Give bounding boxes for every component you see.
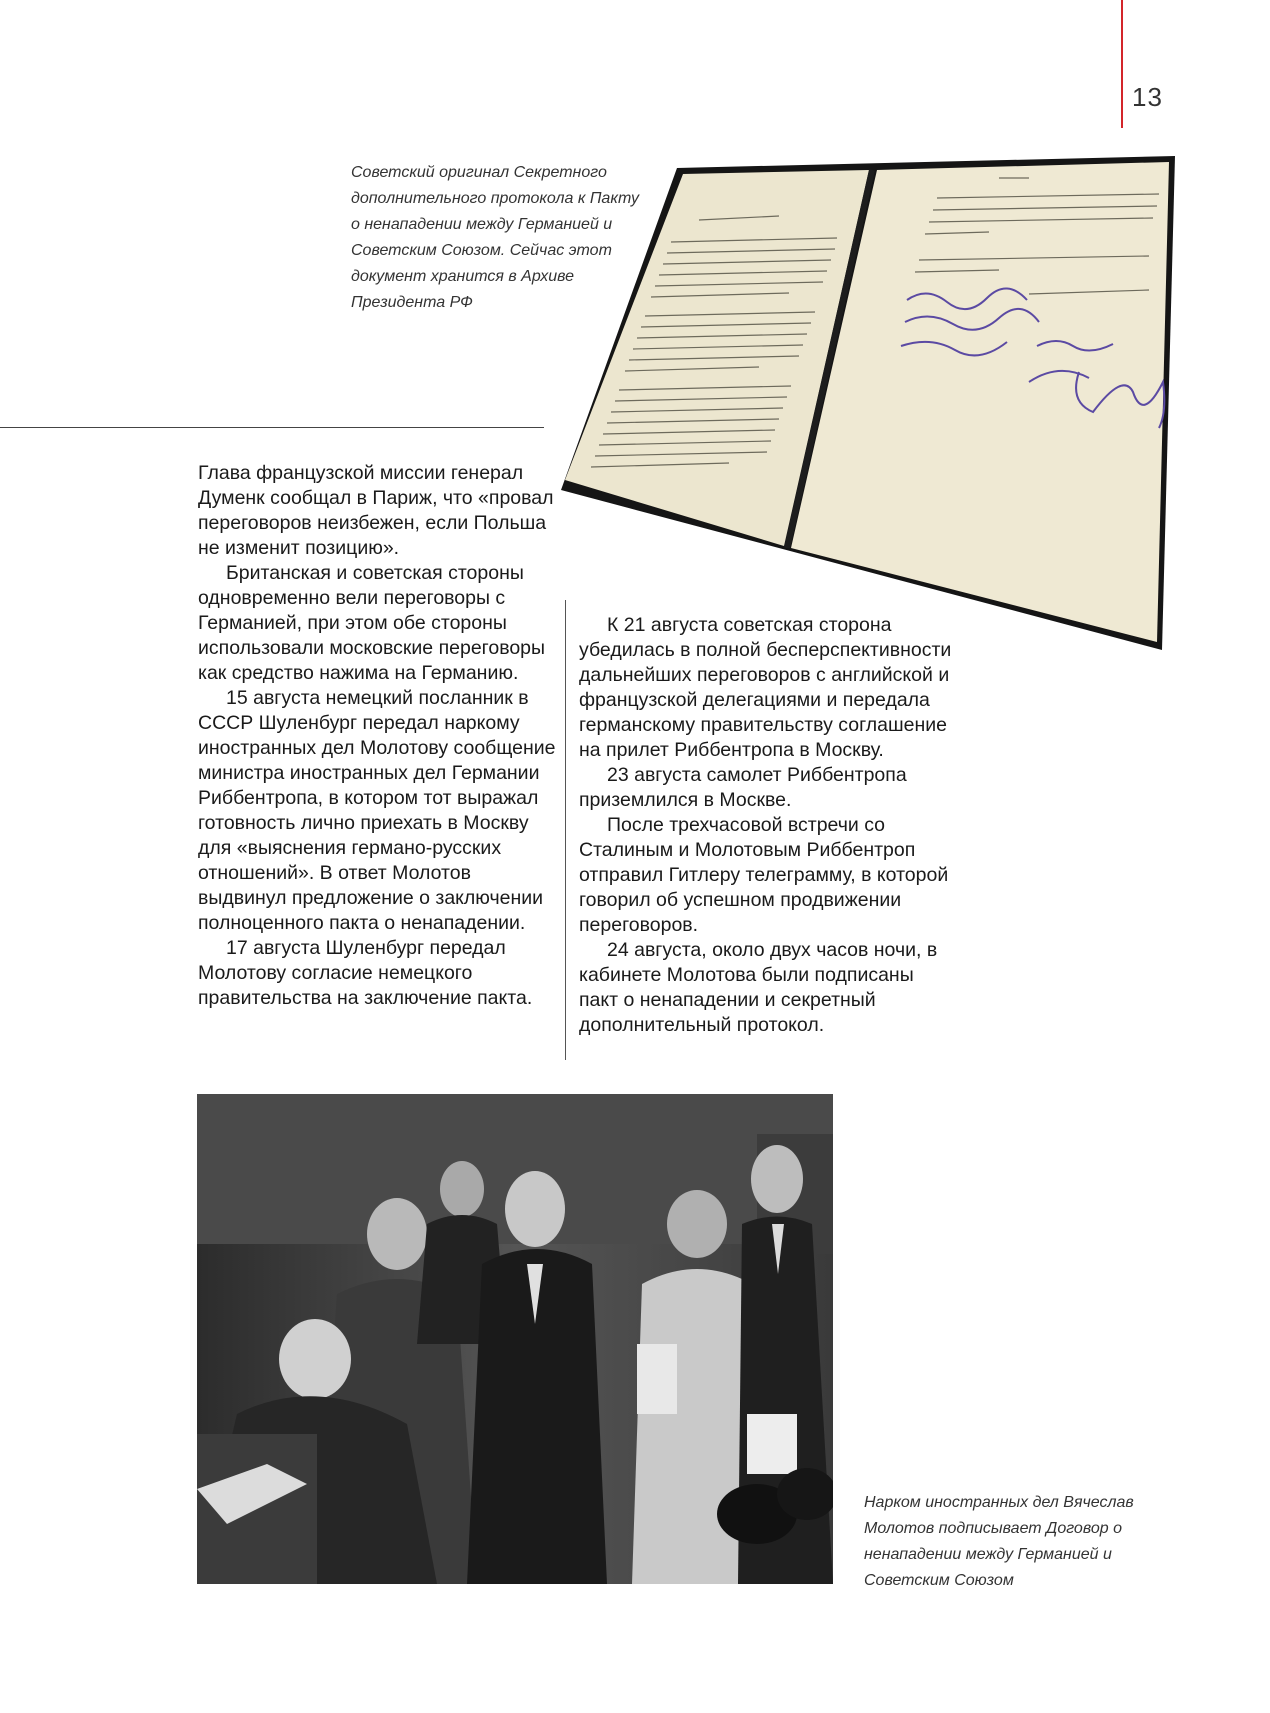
text-column-right — [579, 613, 954, 1038]
section-divider — [0, 427, 544, 428]
photo-caption: Нарком иностранных дел Вячеслав Молотов подписывает Договор о ненападении между Германией и Советским Союзом — [864, 1494, 1134, 1589]
paragraph: 24 августа, около двух часов ночи, в кабинете Молотова были подписаны пакт о ненападении и секретный дополнительный протокол. — [579, 939, 938, 1036]
paragraph: Британская и советская стороны одновременно вели переговоры с Германией, при этом обе стороны использовали московские переговоры как средство нажима на Германию. — [198, 562, 546, 684]
red-vertical-rule — [1121, 0, 1123, 128]
secret-protocol-photo — [559, 150, 1181, 652]
page-number: 13 — [1132, 82, 1163, 112]
paragraph: К 21 августа советская сторона убедилась в полной бесперспективности дальнейших переговоров с английской и французской делегациями и передала германскому правительству соглашение на прилет Риббентропа в Москву. — [579, 614, 952, 761]
paragraph: 17 августа Шуленбург передал Молотову согласие немецкого правительства на заключение пакта. — [198, 937, 533, 1009]
document-caption: Советский оригинал Секретного дополнительного протокола к Пакту о ненападении между Германией и Советским Союзом. Сейчас этот документ хранится в Архиве Президента РФ — [351, 164, 640, 311]
column-divider — [565, 600, 566, 1060]
signing-ceremony-photo — [197, 1094, 833, 1584]
paragraph: 15 августа немецкий посланник в СССР Шуленбург передал наркому иностранных дел Молотову сообщение министра иностранных дел Германии Риббентропа, в котором тот выражал готовность лично приехать в Москву для «выяснения германо-русских отношений». В ответ Молотов выдвинул предложение о заключении полноценного пакта о ненападении. — [198, 687, 556, 934]
text-column-left — [198, 461, 563, 1011]
paragraph: После трехчасовой встречи со Сталиным и Молотовым Риббентроп отправил Гитлеру телеграмму, в которой говорил об успешном продвижении переговоров. — [579, 814, 949, 936]
paragraph: 23 августа самолет Риббентропа приземлился в Москве. — [579, 764, 907, 811]
paragraph: Глава французской миссии генерал Думенк сообщал в Париж, что «провал переговоров неизбежен, если Польша не изменит позицию». — [198, 462, 554, 559]
